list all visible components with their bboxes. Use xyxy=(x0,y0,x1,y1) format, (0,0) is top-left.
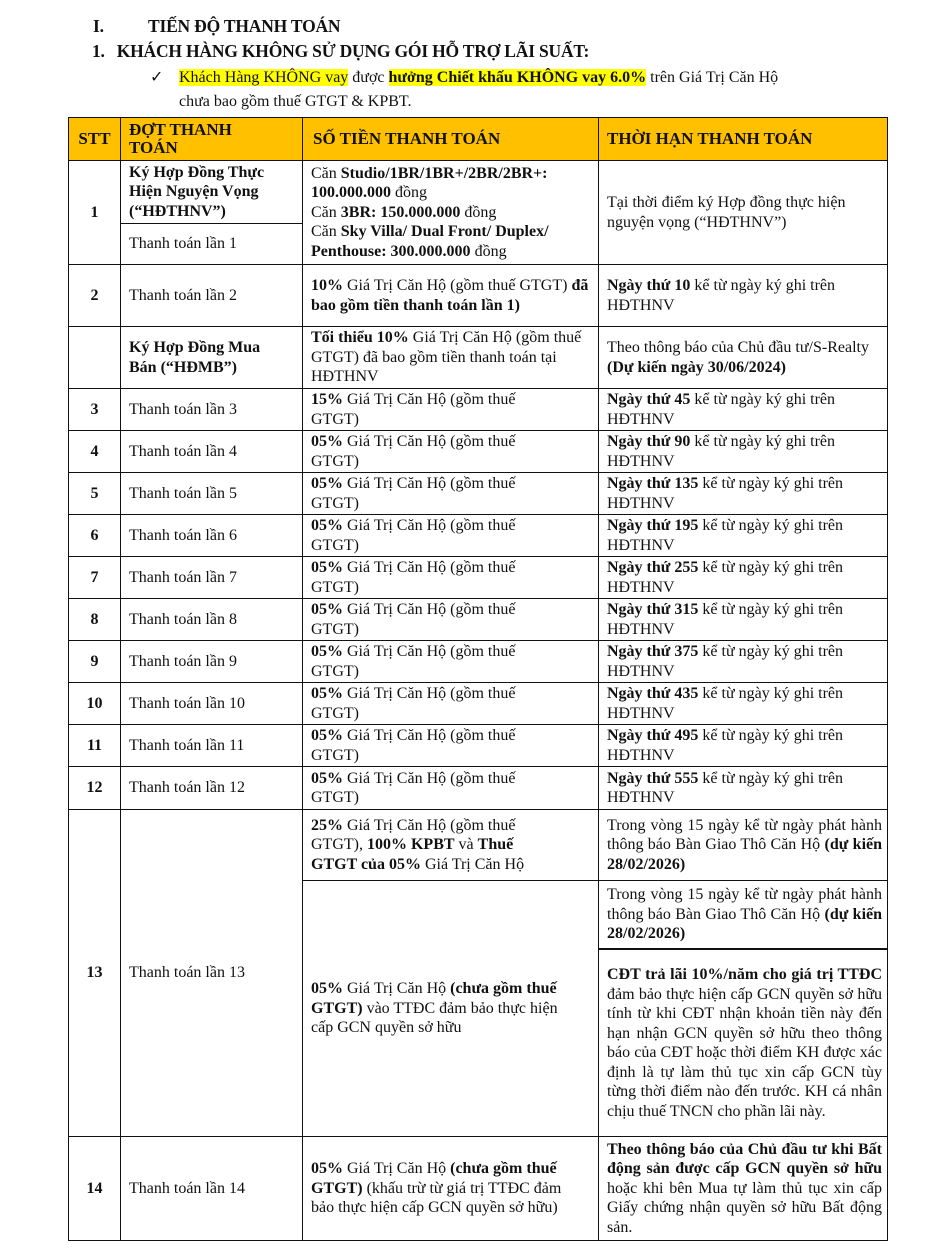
row-phase: Thanh toán lần 6 xyxy=(120,514,303,557)
deadline-bold: Theo thông báo của Chủ đầu tư khi Bất động sản được cấp GCN quyền sở hữu xyxy=(607,1140,882,1178)
header-payment-phase-text: ĐỢT THANH TOÁN xyxy=(129,120,232,157)
row14-deadline xyxy=(598,1136,888,1241)
deadline-text: hoặc khi bên Mua tự làm thủ tục xin cấp Giấy chứng nhận quyền sở hữu Bất động sản. xyxy=(607,1179,882,1236)
row1-phase-contract-text: Ký Hợp Đồng Thực Hiện Nguyện Vọng (“HĐTHNV”) xyxy=(129,163,265,220)
note-text: được xyxy=(348,69,389,86)
deadline-text: kể từ ngày ký ghi trên HĐTHNV xyxy=(607,727,844,764)
amount-text: Giá Trị Căn Hộ xyxy=(343,1160,451,1178)
row1-amount-text xyxy=(311,164,593,262)
hdmb-stt xyxy=(68,326,121,389)
subsection-title: KHÁCH HÀNG KHÔNG SỬ DỤNG GÓI HỖ TRỢ LÃI SUẤT: xyxy=(116,41,590,61)
deadline-text: kể từ ngày ký ghi trên HĐTHNV xyxy=(607,559,844,596)
deadline-text: kể từ ngày ký ghi trên HĐTHNV xyxy=(607,643,844,680)
row-stt: 4 xyxy=(68,430,121,473)
row-amount-text xyxy=(311,432,551,471)
row-stt: 8 xyxy=(68,598,121,641)
deadline-text: đảm bảo thực hiện cấp GCN quyền sở hữu tính từ khi CĐT nhận khoản tiền này đến hạn nhận GCN quyền sở hữu theo thông báo của CĐT hoặc thời điểm KH được xác định là tự làm thủ tục xin cấp GCN tùy từng thời điểm nào đến trước. KH cá nhân chịu thuế TNCN cho phần lãi này. xyxy=(607,985,882,1120)
amount-bold: 15% xyxy=(311,391,343,408)
row-stt: 3 xyxy=(68,388,121,431)
amount-text: Giá Trị Căn Hộ xyxy=(420,855,525,873)
amount-bold: Sky Villa/ Dual Front/ Duplex/ xyxy=(340,223,549,241)
row13-amount1 xyxy=(302,809,599,881)
highlight-text: Khách Hàng KHÔNG vay xyxy=(179,69,349,86)
row2-deadline-text xyxy=(607,276,872,315)
deadline-bold: Ngày thứ 435 xyxy=(607,685,699,702)
row-amount xyxy=(302,598,599,641)
row-amount-text xyxy=(311,558,551,597)
checkmark-icon: ✓ xyxy=(150,69,164,86)
amount-bold: Studio/1BR/1BR+/2BR/2BR+: xyxy=(340,164,548,182)
row1-deadline-text: Tại thời điểm ký Hợp đồng thực hiện nguyện vọng (“HĐTHNV”) xyxy=(607,194,846,231)
amount-bold: 05% xyxy=(311,517,343,534)
amount-text: Căn xyxy=(311,164,341,182)
row-amount xyxy=(302,682,599,725)
row1-phase-payment: Thanh toán lần 1 xyxy=(120,223,303,265)
row-deadline xyxy=(598,640,888,683)
deadline-bold: Ngày thứ 45 xyxy=(607,391,691,408)
deadline-bold: Ngày thứ 555 xyxy=(607,769,699,787)
amount-text: Căn xyxy=(311,203,341,221)
row13-amount2 xyxy=(302,880,599,1137)
row-stt: 6 xyxy=(68,514,121,557)
row13-deadline2 xyxy=(598,880,888,949)
row-stt: 7 xyxy=(68,556,121,599)
row13-deadline2-text xyxy=(607,885,882,944)
amount-bold: đã bao gồm tiền thanh toán lần 1) xyxy=(311,277,589,314)
deadline-text: Trong vòng 15 ngày kể từ ngày phát hành thông báo Bàn Giao Thô Căn Hộ xyxy=(607,816,882,854)
row-amount-text xyxy=(311,516,551,555)
amount-bold: 05% xyxy=(311,433,343,450)
row-amount xyxy=(302,388,599,431)
deadline-bold: Ngày thứ 195 xyxy=(607,517,699,534)
header-deadline: THỜI HẠN THANH TOÁN xyxy=(598,117,888,161)
row14-phase: Thanh toán lần 14 xyxy=(120,1136,303,1241)
amount-text: Giá Trị Căn Hộ (gồm thuế GTGT) xyxy=(311,685,516,722)
deadline-text: kể từ ngày ký ghi trên HĐTHNV xyxy=(607,517,844,554)
deadline-text: kể từ ngày ký ghi trên HĐTHNV xyxy=(607,391,836,428)
row-amount xyxy=(302,430,599,473)
note-text: trên Giá Trị Căn Hộ xyxy=(646,69,779,86)
row-phase: Thanh toán lần 10 xyxy=(120,682,303,725)
row-phase: Thanh toán lần 11 xyxy=(120,724,303,767)
deadline-text: kể từ ngày ký ghi trên HĐTHNV xyxy=(607,475,844,512)
amount-text: Giá Trị Căn Hộ (gồm thuế GTGT) xyxy=(311,475,516,512)
amount-bold: 3BR: 150.000.000 xyxy=(340,203,461,221)
row2-deadline xyxy=(598,264,888,327)
row-deadline-text xyxy=(607,726,879,765)
amount-text: Giá Trị Căn Hộ (gồm thuế GTGT) xyxy=(311,517,516,554)
amount-text: và xyxy=(454,836,478,854)
discount-note-line2: chưa bao gồm thuế GTGT & KPBT. xyxy=(179,93,412,110)
amount-bold: 05% xyxy=(311,980,343,998)
row-phase: Thanh toán lần 7 xyxy=(120,556,303,599)
deadline-bold: Ngày thứ 315 xyxy=(607,601,699,618)
row-deadline-text xyxy=(607,390,879,429)
row-phase: Thanh toán lần 3 xyxy=(120,388,303,431)
row-deadline xyxy=(598,388,888,431)
amount-text: Căn xyxy=(311,223,341,241)
header-stt: STT xyxy=(68,117,121,161)
row-deadline-text xyxy=(607,432,879,471)
amount-text: Giá Trị Căn Hộ (gồm thuế GTGT) xyxy=(311,391,516,428)
row-deadline xyxy=(598,724,888,767)
row14-amount xyxy=(302,1136,599,1241)
amount-text: Giá Trị Căn Hộ (gồm thuế GTGT) xyxy=(311,433,516,470)
deadline-text: Trong vòng 15 ngày kể từ ngày phát hành thông báo Bàn Giao Thô Căn Hộ xyxy=(607,886,882,923)
row-amount xyxy=(302,514,599,557)
deadline-bold: Ngày thứ 10 xyxy=(607,277,691,294)
row-amount-text xyxy=(311,474,551,513)
amount-text: Giá Trị Căn Hộ (gồm thuế GTGT) xyxy=(311,643,516,680)
row-amount xyxy=(302,472,599,515)
row13-amount2-text xyxy=(311,979,561,1038)
row13-deadline1-text xyxy=(607,816,882,875)
deadline-text: kể từ ngày ký ghi trên HĐTHNV xyxy=(607,685,844,722)
amount-bold: Penthouse: 300.000.000 xyxy=(311,242,471,260)
amount-text: Giá Trị Căn Hộ xyxy=(343,980,451,998)
deadline-bold: Ngày thứ 375 xyxy=(607,643,699,660)
row-phase: Thanh toán lần 12 xyxy=(120,766,303,810)
amount-text: Giá Trị Căn Hộ (gồm thuế GTGT) xyxy=(311,559,516,596)
row-deadline xyxy=(598,682,888,725)
row-amount-text xyxy=(311,726,551,765)
deadline-text: kể từ ngày ký ghi trên HĐTHNV xyxy=(607,769,844,806)
amount-text: vào TTĐC đảm bảo thực hiện cấp GCN quyền sở hữu xyxy=(311,999,558,1037)
deadline-bold: (dự kiến 28/02/2026) xyxy=(607,836,883,873)
row-deadline xyxy=(598,598,888,641)
row13-deadline1 xyxy=(598,809,888,881)
row-stt: 5 xyxy=(68,472,121,515)
amount-bold: (chưa gồm thuế GTGT) xyxy=(311,980,557,1017)
deadline-bold: CĐT trả lãi 10%/năm cho giá trị TTĐC xyxy=(607,966,882,983)
row-deadline-text xyxy=(607,516,879,555)
amount-bold: 05% xyxy=(311,769,343,787)
deadline-text: kể từ ngày ký ghi trên HĐTHNV xyxy=(607,433,836,470)
deadline-bold: Ngày thứ 135 xyxy=(607,475,699,492)
row1-stt: 1 xyxy=(68,160,121,265)
deadline-bold: Ngày thứ 255 xyxy=(607,559,699,576)
row-phase: Thanh toán lần 4 xyxy=(120,430,303,473)
hdmb-deadline xyxy=(598,326,888,389)
row13-stt: 13 xyxy=(68,809,121,1137)
amount-text: đồng xyxy=(391,184,427,202)
section-number: I. xyxy=(93,16,104,36)
amount-text: Giá Trị Căn Hộ (gồm thuế GTGT) xyxy=(311,769,516,806)
amount-text: đồng xyxy=(470,242,507,260)
hdmb-phase-text: Ký Hợp Đồng Mua Bán (“HĐMB”) xyxy=(129,339,261,376)
deadline-bold: Ngày thứ 495 xyxy=(607,727,699,744)
row-deadline-text xyxy=(607,558,879,597)
row-deadline xyxy=(598,472,888,515)
amount-text: Giá Trị Căn Hộ (gồm thuế GTGT) đã bao gồm tiền thanh toán tại HĐTHNV xyxy=(311,329,582,386)
amount-bold: 05% xyxy=(311,475,343,492)
amount-text: đồng xyxy=(460,203,497,221)
subsection-number: 1. xyxy=(92,41,105,61)
row-phase: Thanh toán lần 5 xyxy=(120,472,303,515)
row2-stt: 2 xyxy=(68,264,121,327)
row-deadline xyxy=(598,514,888,557)
deadline-text: kể từ ngày ký ghi trên HĐTHNV xyxy=(607,601,844,638)
row-amount-text xyxy=(311,390,551,429)
amount-bold: (chưa gồm thuế GTGT) xyxy=(311,1160,557,1197)
row-stt: 9 xyxy=(68,640,121,683)
amount-bold: 05% xyxy=(311,685,343,702)
row-amount-text xyxy=(311,600,551,639)
row-phase: Thanh toán lần 8 xyxy=(120,598,303,641)
deadline-bold: Ngày thứ 90 xyxy=(607,433,691,450)
header-amount: SỐ TIỀN THANH TOÁN xyxy=(302,117,599,161)
row-deadline-text xyxy=(607,474,879,513)
amount-text: Giá Trị Căn Hộ (gồm thuế GTGT) xyxy=(311,727,516,764)
hdmb-amount xyxy=(302,326,599,389)
row-amount xyxy=(302,766,599,810)
section-title: TIẾN ĐỘ THANH TOÁN xyxy=(148,16,341,36)
row-deadline-text xyxy=(607,642,879,681)
hdmb-deadline-text xyxy=(607,338,872,377)
hdmb-phase xyxy=(120,326,303,389)
row-stt: 12 xyxy=(68,766,121,810)
amount-bold: 05% xyxy=(311,559,343,576)
row-deadline xyxy=(598,556,888,599)
row14-stt: 14 xyxy=(68,1136,121,1241)
amount-bold: 05% xyxy=(311,727,343,744)
amount-bold: Thuế GTGT của 05% xyxy=(311,836,514,873)
row-amount xyxy=(302,640,599,683)
amount-bold: 05% xyxy=(311,1160,343,1178)
row-amount-text xyxy=(311,684,551,723)
row13-deadline3-text xyxy=(607,965,882,1121)
row-deadline-text xyxy=(607,684,879,723)
row-deadline xyxy=(598,766,888,810)
row-deadline-text xyxy=(607,769,879,808)
row1-phase-contract xyxy=(120,160,303,224)
row-amount xyxy=(302,724,599,767)
highlight-bold-text: hưởng Chiết khấu KHÔNG vay 6.0% xyxy=(388,69,647,86)
header-payment-phase xyxy=(120,117,303,161)
amount-bold: 100% KPBT xyxy=(366,836,455,854)
row14-deadline-text xyxy=(607,1140,882,1238)
row13-phase: Thanh toán lần 13 xyxy=(120,809,303,1137)
amount-bold: 10% xyxy=(311,277,343,294)
row14-amount-text xyxy=(311,1159,573,1218)
row2-amount-text xyxy=(311,276,593,315)
row1-deadline xyxy=(598,160,888,265)
amount-bold: 05% xyxy=(311,601,343,618)
row2-amount xyxy=(302,264,599,327)
deadline-text: Theo thông báo của Chủ đầu tư/S-Realty xyxy=(607,339,869,356)
row-amount-text xyxy=(311,642,551,681)
amount-text: Giá Trị Căn Hộ (gồm thuế GTGT), xyxy=(311,816,516,854)
row-stt: 11 xyxy=(68,724,121,767)
row13-amount1-text xyxy=(311,816,561,875)
amount-bold: 05% xyxy=(311,643,343,660)
deadline-bold: (Dự kiến ngày 30/06/2024) xyxy=(607,358,786,376)
amount-bold: Tối thiểu 10% xyxy=(311,329,409,347)
amount-text: Giá Trị Căn Hộ (gồm thuế GTGT) xyxy=(343,277,572,294)
row-deadline-text xyxy=(607,600,879,639)
amount-text: Giá Trị Căn Hộ (gồm thuế GTGT) xyxy=(311,601,516,638)
row-amount-text xyxy=(311,769,551,808)
row-phase: Thanh toán lần 9 xyxy=(120,640,303,683)
amount-bold: 25% xyxy=(311,816,343,834)
hdmb-amount-text xyxy=(311,328,593,387)
row-amount xyxy=(302,556,599,599)
row1-amount xyxy=(302,160,599,265)
row-stt: 10 xyxy=(68,682,121,725)
row2-phase: Thanh toán lần 2 xyxy=(120,264,303,327)
amount-bold: 100.000.000 xyxy=(311,184,391,202)
deadline-bold: (dự kiến 28/02/2026) xyxy=(607,905,883,943)
deadline-text: kể từ ngày ký ghi trên HĐTHNV xyxy=(607,277,836,314)
amount-text: (khấu trừ từ giá trị TTĐC đảm bảo thực hiện cấp GCN quyền sở hữu) xyxy=(311,1179,562,1217)
row-deadline xyxy=(598,430,888,473)
row13-deadline3 xyxy=(598,948,888,1137)
